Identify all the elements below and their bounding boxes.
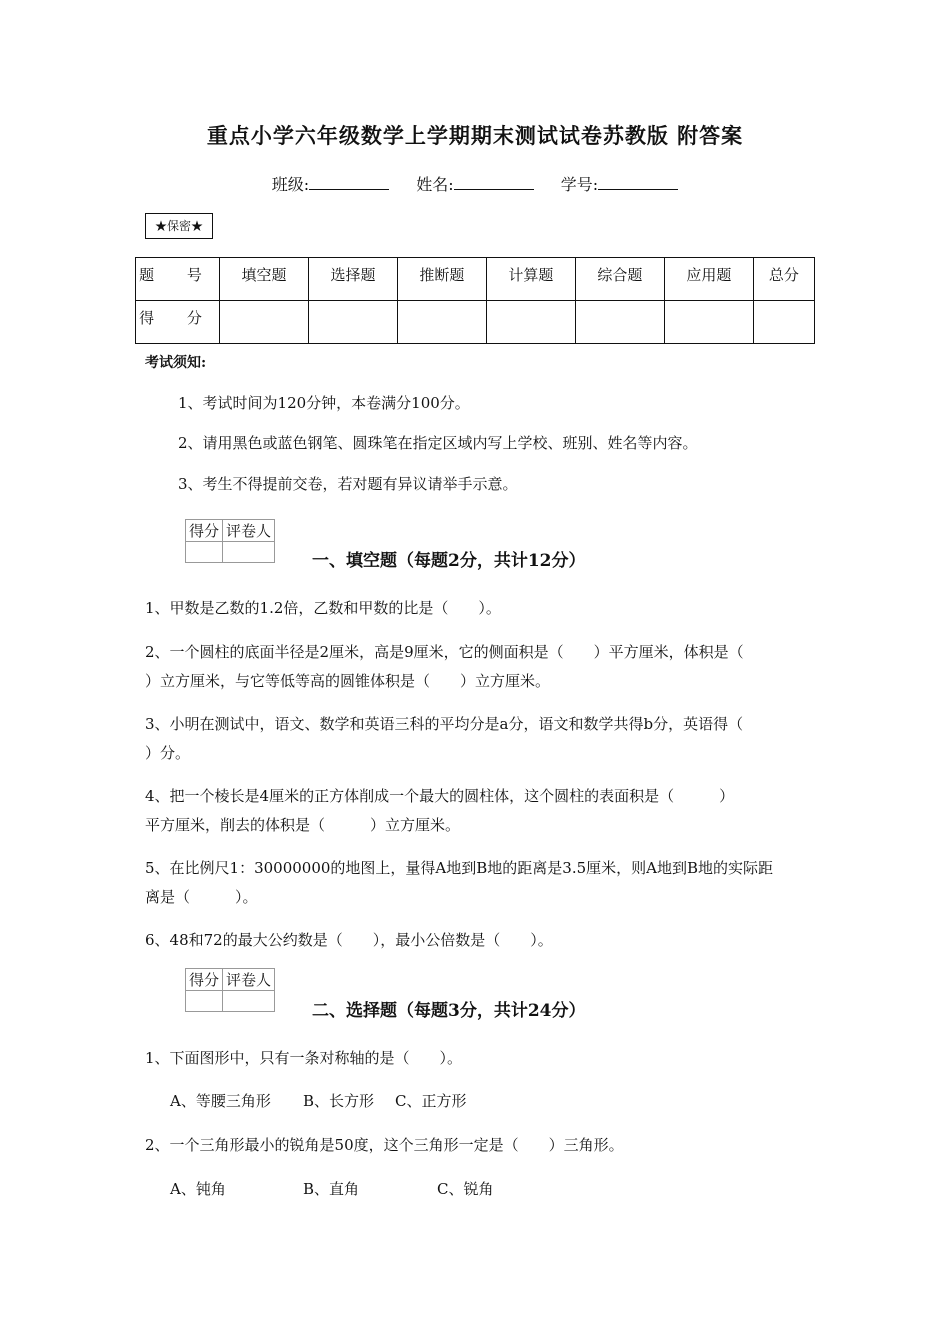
score-table-cell: 应用题 <box>664 258 753 301</box>
score-table-cell: 综合题 <box>575 258 664 301</box>
question: 4、把一个棱长是4厘米的正方体削成一个最大的圆柱体，这个圆柱的表面积是（ ） <box>145 787 735 805</box>
question: 2、一个圆柱的底面半径是2厘米，高是9厘米，它的侧面积是（ ）平方厘米，体积是（ <box>145 643 744 661</box>
score-table-cell: 填空题 <box>220 258 309 301</box>
id-blank <box>598 175 678 190</box>
question: 3、小明在测试中，语文、数学和英语三科的平均分是a分，语文和数学共得b分，英语得（ <box>145 715 744 733</box>
score-entry-cell[interactable] <box>753 301 814 344</box>
name-label: 姓名: <box>416 175 454 194</box>
score-table <box>135 257 815 344</box>
score-entry-cell[interactable] <box>664 301 753 344</box>
section-title: 一、填空题（每题2分，共计12分） <box>312 551 586 571</box>
question-continuation: 平方厘米，削去的体积是（ ）立方厘米。 <box>145 816 461 834</box>
score-entry-cell[interactable] <box>308 301 397 344</box>
name-blank <box>454 175 534 190</box>
grader-score-cell[interactable] <box>186 542 223 563</box>
score-table-cell: 选择题 <box>308 258 397 301</box>
question-continuation: ）立方厘米，与它等低等高的圆锥体积是（ ）立方厘米。 <box>145 672 551 690</box>
option: B、直角 <box>303 1180 360 1198</box>
student-info-line <box>0 172 950 195</box>
score-entry-cell[interactable] <box>220 301 309 344</box>
grader-score-cell[interactable] <box>186 991 223 1012</box>
option: A、钝角 <box>170 1180 226 1198</box>
section-title: 二、选择题（每题3分，共计24分） <box>312 1001 586 1021</box>
class-label: 班级: <box>271 175 310 194</box>
score-table-score-row <box>136 301 815 344</box>
grader-reviewer-cell[interactable] <box>223 542 275 563</box>
question: 1、甲数是乙数的1.2倍，乙数和甲数的比是（ ）。 <box>145 599 501 617</box>
question: 1、下面图形中，只有一条对称轴的是（ ）。 <box>145 1049 463 1067</box>
confidential-stamp: ★保密★ <box>145 213 213 239</box>
option: C、锐角 <box>437 1180 494 1198</box>
grader-score-label: 得分 <box>186 520 223 542</box>
grader-box <box>185 519 275 563</box>
grader-score-label: 得分 <box>186 969 223 991</box>
notice-item: 1、考试时间为120分钟，本卷满分100分。 <box>178 394 470 412</box>
question: 5、在比例尺1：30000000的地图上，量得A地到B地的距离是3.5厘米，则A地到B地的实际距 <box>145 859 774 877</box>
score-table-cell: 推断题 <box>397 258 486 301</box>
score-entry-cell[interactable] <box>575 301 664 344</box>
score-table-cell: 总分 <box>753 258 814 301</box>
question-continuation: ）分。 <box>145 744 191 762</box>
class-blank <box>309 175 389 190</box>
id-label: 学号: <box>560 175 599 194</box>
grader-reviewer-cell[interactable] <box>223 991 275 1012</box>
grader-reviewer-label: 评卷人 <box>223 969 275 991</box>
score-table-cell: 计算题 <box>486 258 575 301</box>
option: A、等腰三角形 <box>170 1092 271 1110</box>
score-table-cell: 得 分 <box>136 301 220 344</box>
option: B、长方形 <box>303 1092 375 1110</box>
page-title: 重点小学六年级数学上学期期末测试试卷苏教版 附答案 <box>206 123 744 148</box>
notice-item: 2、请用黑色或蓝色钢笔、圆珠笔在指定区域内写上学校、班别、姓名等内容。 <box>178 434 698 452</box>
notice-item: 3、考生不得提前交卷，若对题有异议请举手示意。 <box>178 475 518 493</box>
grader-box <box>185 968 275 1012</box>
question: 2、一个三角形最小的锐角是50度，这个三角形一定是（ ）三角形。 <box>145 1136 624 1154</box>
score-table-cell: 题 号 <box>136 258 220 301</box>
score-entry-cell[interactable] <box>486 301 575 344</box>
question-continuation: 离是（ ）。 <box>145 888 258 906</box>
question: 6、48和72的最大公约数是（ ），最小公倍数是（ ）。 <box>145 931 553 949</box>
score-entry-cell[interactable] <box>397 301 486 344</box>
notice-heading: 考试须知: <box>145 355 207 371</box>
option: C、正方形 <box>395 1092 467 1110</box>
score-table-header-row <box>136 258 815 301</box>
grader-reviewer-label: 评卷人 <box>223 520 275 542</box>
